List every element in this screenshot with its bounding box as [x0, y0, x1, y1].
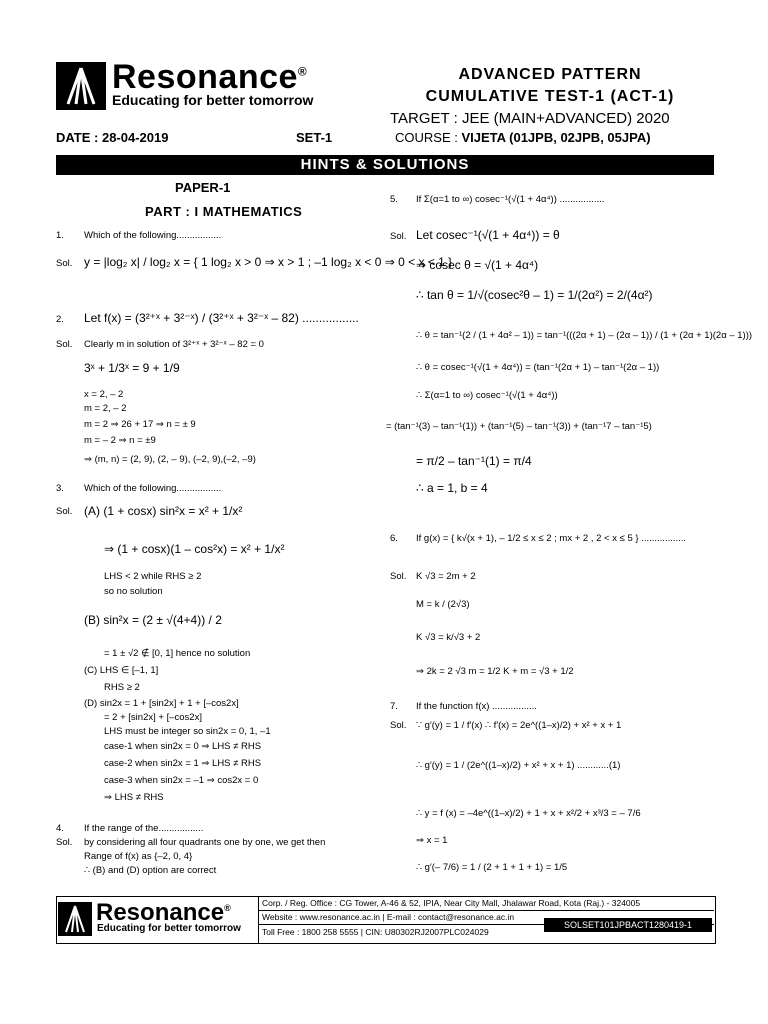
solution-step: ⇒ cosec θ = √(1 + 4α⁴)	[416, 258, 539, 272]
q-number: 6.	[390, 533, 398, 544]
solution-step: ∴ tan θ = 1/√(cosec²θ – 1) = 1/(2α²) = 2/(4α²)	[416, 288, 653, 302]
target-line: TARGET : JEE (MAIN+ADVANCED) 2020	[390, 110, 670, 127]
q-number: 2.	[56, 314, 64, 325]
question: Let f(x) = (3²⁺ˣ + 3²⁻ˣ) / (3²⁺ˣ + 3²⁻ˣ – 82) .................	[84, 311, 359, 325]
solution-step: case-2 when sin2x = 1 ⇒ LHS ≠ RHS	[104, 758, 262, 769]
solution-step: ∴ a = 1, b = 4	[416, 481, 488, 495]
solution-step: by considering all four quadrants one by one, we get then	[84, 837, 326, 848]
footer-office: Corp. / Reg. Office : CG Tower, A-46 & 52, IPIA, Near City Mall, Jhalawar Road, Kota (Raj.) - 324005	[262, 898, 641, 908]
solution-step: ⇒ (1 + cosx)(1 – cos²x) = x² + 1/x²	[104, 542, 285, 556]
logo-icon	[56, 62, 106, 110]
solution-step: ⇒ (m, n) = (2, 9), (2, – 9), (–2, 9),(–2, –9)	[84, 454, 256, 465]
sol-label: Sol.	[390, 571, 407, 582]
solution-step: y = |log₂ x| / log₂ x = { 1 log₂ x > 0 ⇒ x > 1 ; –1 log₂ x < 0 ⇒ 0 < x < 1 }	[84, 255, 453, 269]
solution-step: m = – 2 ⇒ n = ±9	[84, 435, 156, 446]
solution-step: RHS ≥ 2	[104, 682, 140, 693]
part-title: PART : I MATHEMATICS	[145, 204, 303, 219]
footer-brand-tagline: Educating for better tomorrow	[97, 923, 241, 934]
question: If the function f(x) .................	[416, 701, 537, 712]
solution-step: M = k / (2√3)	[416, 599, 470, 610]
sol-label: Sol.	[56, 506, 73, 517]
solution-step: = 2 + [sin2x] + [–cos2x]	[104, 712, 202, 723]
solution-step: ∴ Σ(α=1 to ∞) cosec⁻¹(√(1 + 4α⁴))	[416, 390, 558, 401]
footer-brand-name: Resonance®	[96, 899, 231, 926]
question: Which of the following.................	[84, 483, 222, 494]
sol-label: Sol.	[390, 720, 407, 731]
solution-step: Range of f(x) as {–2, 0, 4}	[84, 851, 193, 862]
solution-step: ∴ θ = cosec⁻¹(√(1 + 4α⁴)) = (tan⁻¹(2α + 1) – tan⁻¹(2α – 1))	[416, 362, 660, 373]
sol-label: Sol.	[56, 837, 73, 848]
solution-step: Let cosec⁻¹(√(1 + 4α⁴)) = θ	[416, 228, 560, 242]
solution-step: ⇒ 2k = 2 √3 m = 1/2 K + m = √3 + 1/2	[416, 666, 574, 677]
solution-step: ∴ (B) and (D) option are correct	[84, 865, 217, 876]
solution-step: = π/2 – tan⁻¹(1) = π/4	[416, 454, 532, 468]
solution-step: ∴ θ = tan⁻¹(2 / (1 + 4α² – 1)) = tan⁻¹(((2α + 1) – (2α – 1)) / (1 + (2α + 1)(2α – 1)))	[416, 330, 753, 341]
set-label: SET-1	[296, 130, 333, 145]
sol-label: Sol.	[56, 339, 73, 350]
solution-step: ∴ g′(y) = 1 / (2e^((1–x)/2) + x² + x + 1) ............(1)	[416, 760, 621, 771]
solution-step: ⇒ LHS ≠ RHS	[104, 792, 164, 803]
footer-website[interactable]: Website : www.resonance.ac.in | E-mail : contact@resonance.ac.in	[262, 912, 515, 922]
question: If the range of the.................	[84, 823, 204, 834]
footer-tollfree: Toll Free : 1800 258 5555 | CIN: U80302RJ2007PLC024029	[262, 927, 489, 937]
solution-step: = (tan⁻¹(3) – tan⁻¹(1)) + (tan⁻¹(5) – tan⁻¹(3)) + (tan⁻¹7 – tan⁻¹5)	[386, 421, 652, 432]
solution-step: = 1 ± √2 ∉ [0, 1] hence no solution	[104, 648, 251, 659]
footer-divider	[258, 896, 259, 944]
brand-tagline: Educating for better tomorrow	[112, 92, 314, 108]
footer-code: SOLSET101JPBACT1280419-1	[544, 918, 712, 932]
title-line-1: ADVANCED PATTERN	[458, 66, 642, 83]
solution-step: K √3 = k/√3 + 2	[416, 632, 481, 643]
footer-divider	[258, 910, 714, 911]
solution-step: (D) sin2x = 1 + [sin2x] + 1 + [–cos2x]	[84, 698, 239, 709]
q-number: 5.	[390, 194, 398, 205]
question: Which of the following.................	[84, 230, 222, 241]
solution-step: case-1 when sin2x = 0 ⇒ LHS ≠ RHS	[104, 741, 262, 752]
sol-label: Sol.	[390, 231, 407, 242]
solution-step: K √3 = 2m + 2	[416, 571, 476, 582]
question: If Σ(α=1 to ∞) cosec⁻¹(√(1 + 4α⁴)) .................	[416, 194, 605, 205]
solution-step: ⇒ x = 1	[416, 835, 448, 846]
q-number: 7.	[390, 701, 398, 712]
course: COURSE : VIJETA (01JPB, 02JPB, 05JPA)	[395, 130, 651, 145]
solution-step: (C) LHS ∈ [–1, 1]	[84, 665, 159, 676]
solution-step: so no solution	[104, 586, 163, 597]
footer-logo-icon	[58, 902, 92, 936]
q-number: 3.	[56, 483, 64, 494]
paper-title: PAPER-1	[175, 180, 231, 195]
date: DATE : 28-04-2019	[56, 130, 169, 145]
solution-step: ∵ g′(y) = 1 / f′(x) ∴ f′(x) = 2e^((1–x)/2) + x² + x + 1	[416, 720, 622, 731]
solution-step: (A) (1 + cosx) sin²x = x² + 1/x²	[84, 504, 243, 518]
solution-step: ∴ y = f (x) = –4e^((1–x)/2) + 1 + x + x²/2 + x³/3 = – 7/6	[416, 808, 641, 819]
solution-step: m = 2 ⇒ 26 + 17 ⇒ n = ± 9	[84, 419, 196, 430]
sol-label: Sol.	[56, 258, 73, 269]
solution-step: m = 2, – 2	[84, 403, 127, 414]
solution-step: (B) sin²x = (2 ± √(4+4)) / 2	[84, 613, 222, 627]
q-number: 1.	[56, 230, 64, 241]
solution-step: x = 2, – 2	[84, 389, 124, 400]
section-banner: HINTS & SOLUTIONS	[56, 155, 714, 175]
brand-name: Resonance®	[112, 58, 308, 96]
title-line-2: CUMULATIVE TEST-1 (ACT-1)	[425, 88, 675, 105]
solution-step: case-3 when sin2x = –1 ⇒ cos2x = 0	[104, 775, 259, 786]
solution-step: Clearly m in solution of 3²⁺ˣ + 3²⁻ˣ – 82 = 0	[84, 339, 264, 350]
solution-step: LHS must be integer so sin2x = 0, 1, –1	[104, 726, 271, 737]
q-number: 4.	[56, 823, 64, 834]
solution-step: ∴ g′(– 7/6) = 1 / (2 + 1 + 1 + 1) = 1/5	[416, 862, 568, 873]
solution-step: LHS < 2 while RHS ≥ 2	[104, 571, 202, 582]
solution-step: 3ˣ + 1/3ˣ = 9 + 1/9	[84, 361, 180, 375]
question: If g(x) = { k√(x + 1), – 1/2 ≤ x ≤ 2 ; mx + 2 , 2 < x ≤ 5 } .................	[416, 533, 687, 544]
